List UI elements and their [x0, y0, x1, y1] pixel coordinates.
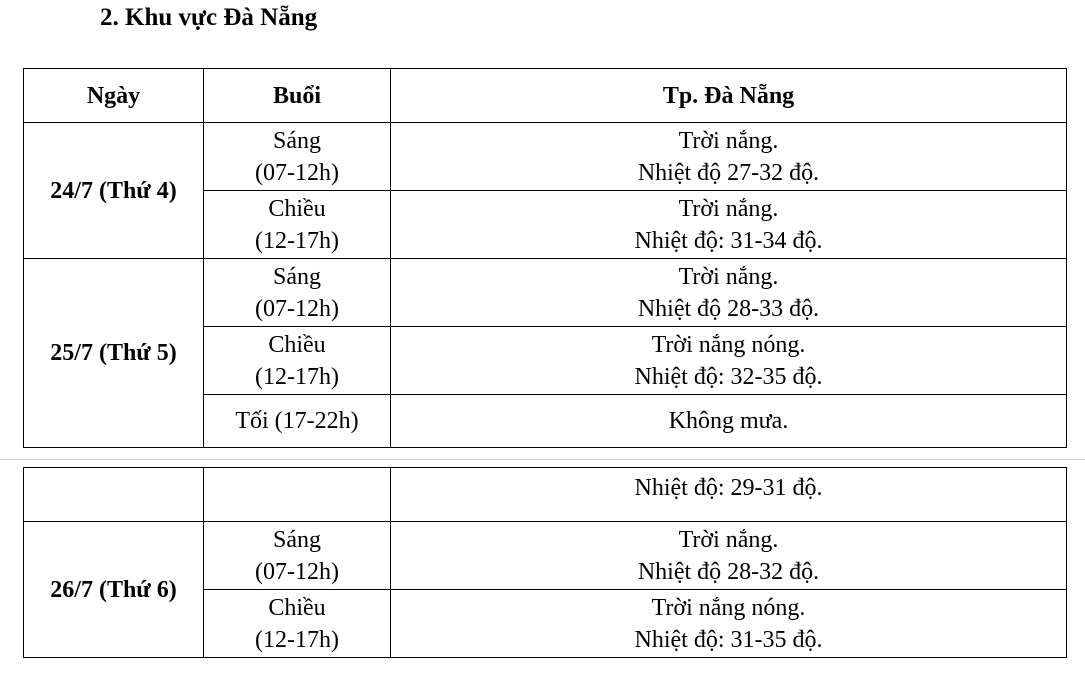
day-cell: 26/7 (Thứ 6) — [24, 522, 204, 658]
header-session: Buổi — [204, 69, 391, 123]
temperature-text: Nhiệt độ: 29-31 độ. — [634, 475, 823, 501]
temperature-text: Nhiệt độ: 31-34 độ. — [634, 227, 823, 254]
session-cell — [204, 522, 391, 590]
session-time: (12-17h) — [255, 363, 339, 390]
session-cell — [204, 395, 391, 448]
session-name: Sáng — [273, 127, 321, 154]
forecast-cell — [391, 522, 1067, 590]
forecast-cell — [391, 395, 1067, 448]
temperature-text: Nhiệt độ 27-32 độ. — [637, 159, 820, 186]
session-cell-empty — [204, 468, 391, 522]
temperature-text: Nhiệt độ: 31-35 độ. — [634, 626, 823, 653]
session-cell — [204, 590, 391, 658]
session-time: (07-12h) — [255, 159, 339, 186]
day-cell: 25/7 (Thứ 5) — [24, 259, 204, 448]
header-day: Ngày — [24, 69, 204, 123]
session-name: Sáng — [273, 526, 321, 553]
weather-text: Không mưa. — [668, 408, 789, 434]
header-city: Tp. Đà Nẵng — [391, 69, 1067, 123]
table-row — [24, 468, 1067, 522]
section-heading: 2. Khu vực Đà Nẵng — [100, 4, 318, 31]
weather-text: Trời nắng. — [678, 526, 779, 553]
session-name: Chiều — [268, 195, 326, 222]
session-time: (12-17h) — [255, 227, 339, 254]
session-time: (12-17h) — [255, 626, 339, 653]
weather-text: Trời nắng. — [678, 195, 779, 222]
session-name: Chiều — [268, 331, 326, 358]
forecast-cell — [391, 191, 1067, 259]
session-name: Chiều — [268, 594, 326, 621]
session-cell — [204, 259, 391, 327]
table-row — [24, 522, 1067, 590]
temperature-text: Nhiệt độ 28-33 độ. — [637, 295, 820, 322]
forecast-cell — [391, 123, 1067, 191]
forecast-cell — [391, 590, 1067, 658]
session-name: Tối (17-22h) — [235, 408, 359, 434]
weather-text: Trời nắng. — [678, 263, 779, 290]
table-header-row — [24, 69, 1067, 123]
table-row — [24, 123, 1067, 191]
session-cell — [204, 123, 391, 191]
day-cell-empty — [24, 468, 204, 522]
day-cell: 24/7 (Thứ 4) — [24, 123, 204, 259]
forecast-cell — [391, 327, 1067, 395]
forecast-table — [23, 68, 1067, 448]
temperature-text: Nhiệt độ 28-32 độ. — [637, 558, 820, 585]
table-row — [24, 259, 1067, 327]
session-time: (07-12h) — [255, 558, 339, 585]
temperature-text: Nhiệt độ: 32-35 độ. — [634, 363, 823, 390]
session-name: Sáng — [273, 263, 321, 290]
session-cell — [204, 191, 391, 259]
weather-text: Trời nắng. — [678, 127, 779, 154]
session-cell — [204, 327, 391, 395]
session-time: (07-12h) — [255, 295, 339, 322]
forecast-cell — [391, 468, 1067, 522]
page-break-divider — [0, 459, 1085, 460]
forecast-cell — [391, 259, 1067, 327]
weather-text: Trời nắng nóng. — [651, 594, 806, 621]
weather-text: Trời nắng nóng. — [651, 331, 806, 358]
forecast-table-continued — [23, 467, 1067, 658]
